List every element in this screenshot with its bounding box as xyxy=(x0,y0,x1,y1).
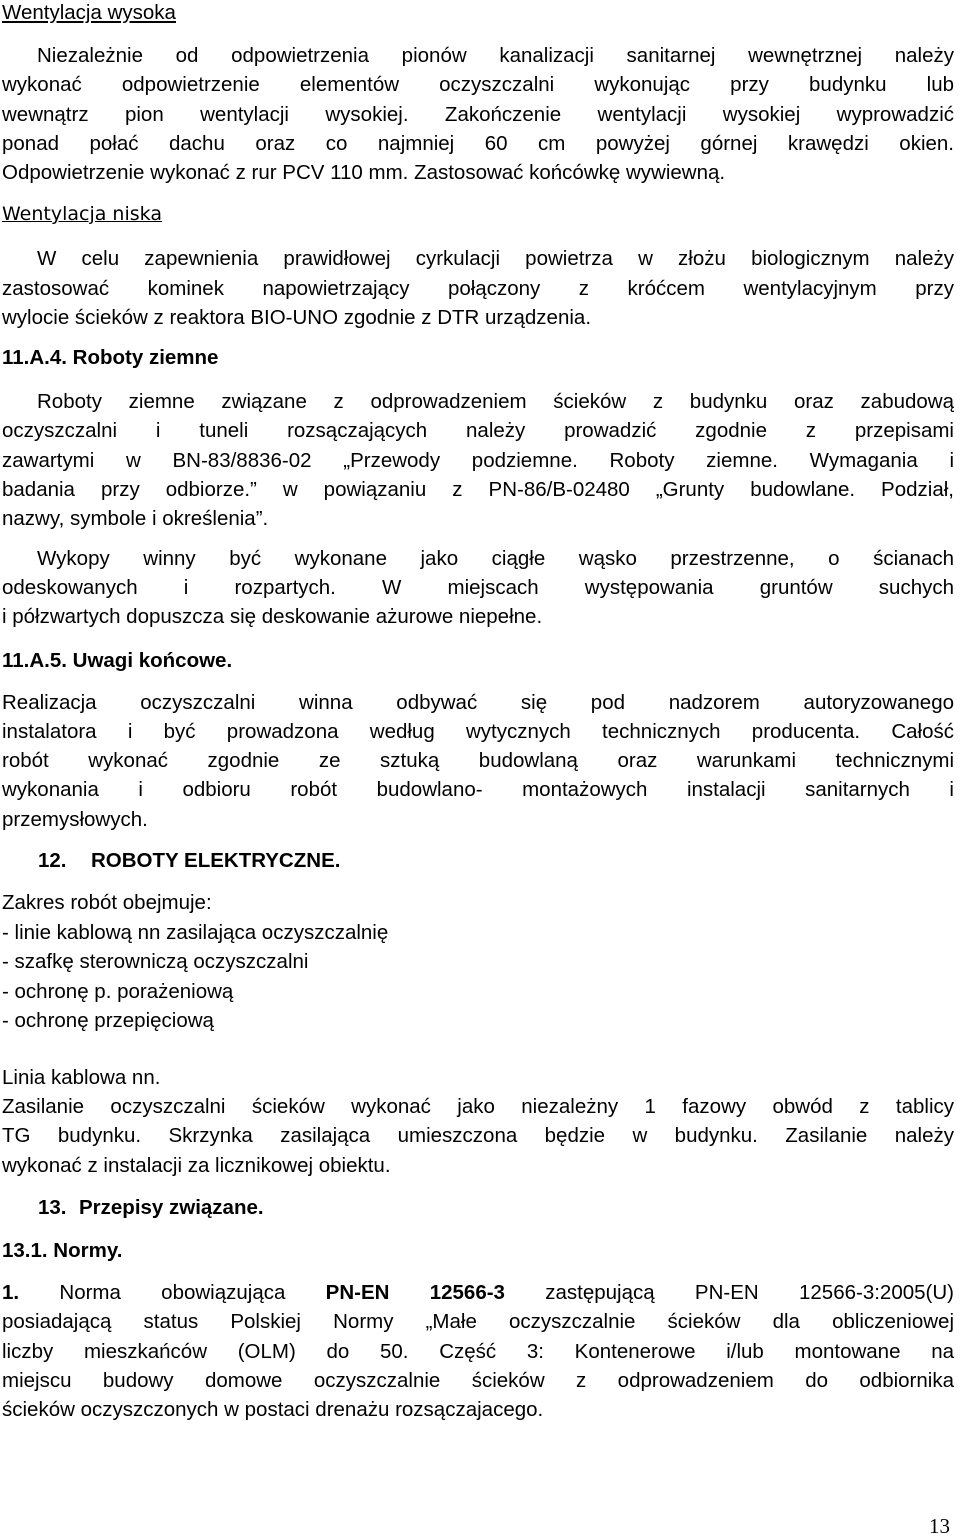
section-number-12: 12. xyxy=(38,849,67,872)
paragraph-line: ponad połać dachu oraz co najmniej 60 cm powyżej górnej krawędzi okien. xyxy=(2,132,954,155)
page-number: 13 xyxy=(929,1514,950,1538)
section-number-13: 13. xyxy=(38,1196,67,1219)
paragraph-line: liczby mieszkańców (OLM) do 50. Część 3: Kontenerowe i/lub montowane na xyxy=(2,1340,954,1363)
paragraph-line: oczyszczalni i tuneli rozsączających należy prowadzić zgodnie z przepisami xyxy=(2,419,954,442)
paragraph-line: Niezależnie od odpowietrzenia pionów kanalizacji sanitarnej wewnętrznej należy xyxy=(37,44,954,67)
heading-wentylacja-niska: Wentylacja niska xyxy=(2,203,162,225)
paragraph-line: instalatora i być prowadzona według wytycznych technicznych producenta. Całość xyxy=(2,720,954,743)
paragraph-line: wykonania i odbioru robót budowlano- montażowych instalacji sanitarnych i xyxy=(2,778,954,801)
paragraph-line: TG budynku. Skrzynka zasilająca umieszczona będzie w budynku. Zasilanie należy xyxy=(2,1124,954,1147)
paragraph-line: Zasilanie oczyszczalni ścieków wykonać jako niezależny 1 fazowy obwód z tablicy xyxy=(2,1095,954,1118)
item-number: 1. xyxy=(2,1281,20,1304)
paragraph-line: badania przy odbiorze.” w powiązaniu z PN-86/B-02480 „Grunty budowlane. Podział, xyxy=(2,478,954,501)
paragraph-line: nazwy, symbole i określenia”. xyxy=(2,507,269,530)
paragraph-line: zastosować kominek napowietrzający połączony z króćcem wentylacyjnym przy xyxy=(2,277,954,300)
norm-code: PN-EN 12566-3 xyxy=(325,1281,505,1304)
heading-roboty-elektryczne: ROBOTY ELEKTRYCZNE. xyxy=(91,849,341,872)
paragraph-line: Wykopy winny być wykonane jako ciągłe wąsko przestrzenne, o ścianach xyxy=(37,547,954,570)
paragraph-line: Odpowietrzenie wykonać z rur PCV 110 mm. Zastosować końcówkę wywiewną. xyxy=(2,161,726,184)
subheading-linia-kablowa: Linia kablowa nn. xyxy=(2,1066,161,1089)
paragraph-line: odeskowanych i rozpartych. W miejscach występowania gruntów suchych xyxy=(2,576,954,599)
heading-roboty-ziemne: 11.A.4. Roboty ziemne xyxy=(2,346,219,369)
norm-text-post: zastępującą PN-EN 12566-3:2005(U) xyxy=(504,1281,954,1304)
paragraph-line: wewnątrz pion wentylacji wysokiej. Zakończenie wentylacji wysokiej wyprowadzić xyxy=(2,103,954,126)
paragraph-line: W celu zapewnienia prawidłowej cyrkulacji powietrza w złożu biologicznym należy xyxy=(37,247,954,270)
paragraph-line: robót wykonać zgodnie ze sztuką budowlaną oraz warunkami technicznymi xyxy=(2,749,954,772)
paragraph-line: przemysłowych. xyxy=(2,808,148,831)
paragraph-line: wykonać z instalacji za licznikowej obiektu. xyxy=(2,1154,391,1177)
paragraph-line: wykonać odpowietrzenie elementów oczyszczalni wykonując przy budynku lub xyxy=(2,73,954,96)
paragraph-line: zawartymi w BN-83/8836-02 „Przewody podziemne. Roboty ziemne. Wymagania i xyxy=(2,449,954,472)
list-item: - ochronę przepięciową xyxy=(2,1009,214,1032)
norm-text-pre: Norma obowiązująca xyxy=(19,1281,326,1304)
paragraph-line xyxy=(2,1280,954,1306)
paragraph-line: wylocie ścieków z reaktora BIO-UNO zgodnie z DTR urządzenia. xyxy=(2,306,592,329)
list-item: - szafkę sterowniczą oczyszczalni xyxy=(2,950,309,973)
list-item: - linie kablową nn zasilająca oczyszczalnię xyxy=(2,921,389,944)
heading-przepisy-zwiazane: Przepisy związane. xyxy=(79,1196,264,1219)
paragraph-line: ścieków oczyszczonych w postaci drenażu rozsączajacego. xyxy=(2,1398,544,1421)
scope-intro: Zakres robót obejmuje: xyxy=(2,891,212,914)
paragraph-line: miejscu budowy domowe oczyszczalnie ścieków z odprowadzeniem do odbiornika xyxy=(2,1369,954,1392)
paragraph-line: posiadającą status Polskiej Normy „Małe oczyszczalnie ścieków dla obliczeniowej xyxy=(2,1310,954,1333)
heading-wentylacja-wysoka: Wentylacja wysoka xyxy=(2,1,176,24)
heading-normy: 13.1. Normy. xyxy=(2,1239,123,1262)
heading-uwagi-koncowe: 11.A.5. Uwagi końcowe. xyxy=(2,649,233,672)
paragraph-line: i półzwartych dopuszcza się deskowanie ażurowe niepełne. xyxy=(2,605,543,628)
list-item: - ochronę p. porażeniową xyxy=(2,980,234,1003)
paragraph-line: Roboty ziemne związane z odprowadzeniem ścieków z budynku oraz zabudową xyxy=(37,390,954,413)
paragraph-line: Realizacja oczyszczalni winna odbywać się pod nadzorem autoryzowanego xyxy=(2,691,954,714)
